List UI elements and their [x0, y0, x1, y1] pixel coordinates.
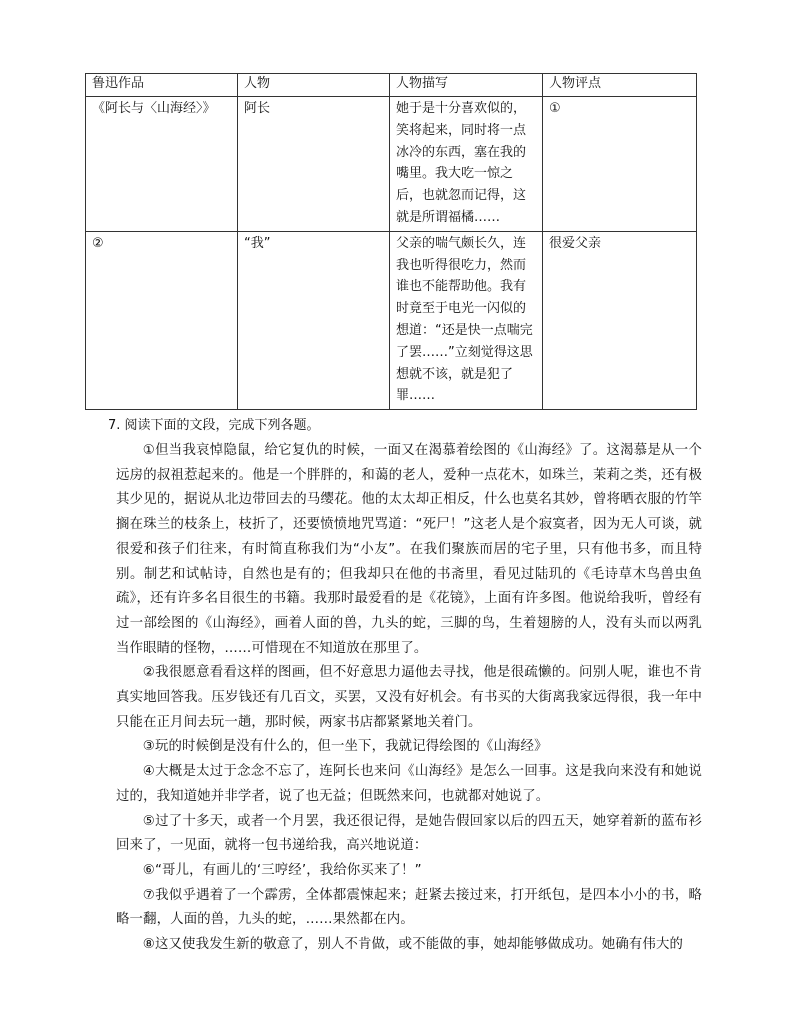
- header-work: 鲁迅作品: [86, 74, 238, 97]
- header-character: 人物: [238, 74, 390, 97]
- passage-paragraph: ④大概是太过于念念不忘了，连阿长也来问《山海经》是怎么一回事。这是我向来没有和她说过的，我知道她并非学者，说了也无益；但既然来问，也就都对她说了。: [116, 764, 702, 804]
- cell-comment: 很爱父亲: [543, 231, 697, 409]
- passage-paragraph: ⑥“哥儿，有画儿的‘三哼经’，我给你买来了！”: [142, 862, 422, 878]
- question-title: 7. 阅读下面的文段，完成下列各题。: [108, 418, 320, 433]
- passage-paragraph: ⑧这又使我发生新的敬意了，别人不肯做，或不能做的事，她却能够做成功。她确有伟大的: [142, 937, 684, 953]
- cell-comment: ①: [543, 97, 697, 232]
- passage-paragraph: ②我很愿意看看这样的图画，但不好意思力逼他去寻找，他是很疏懒的。问别人呢，谁也不肯真实地回答我。压岁钱还有几百文，买罢，又没有好机会。有书买的大街离我家远得很，我一年中只能在正月间去玩一趟，那时候，两家书店都紧紧地关着门。: [116, 665, 702, 730]
- cell-description: 父亲的喘气颇长久，连我也听得很吃力，然而谁也不能帮助他。我有时竟至于电光一闪似的想道：“还是快一点喘完了罢……”立刻觉得这思想就不该，就是犯了罪……: [390, 231, 543, 409]
- passage-paragraph: ⑤过了十多天，或者一个月罢，我还很记得，是她告假回家以后的四五天，她穿着新的蓝布衫回来了，一见面，就将一包书递给我，高兴地说道：: [116, 813, 702, 854]
- cell-character: 阿长: [238, 97, 390, 232]
- passage-paragraph: ①但当我哀悼隐鼠，给它复仇的时候，一面又在渴慕着绘图的《山海经》了。这渴慕是从一个远房的叔祖惹起来的。他是一个胖胖的，和蔼的老人，爱种一点花木，如珠兰，茉莉之类，还有极其少见的，据说从北边带回去的马缨花。他的太太却正相反，什么也莫名其妙，曾将晒衣服的竹竿搁在珠兰的枝条上，枝折了，还要愤愤地咒骂道：“死尸！”这老人是个寂寞者，因为无人可谈，就很爱和孩子们往来，有时简直称我们为“小友”。在我们聚族而居的宅子里，只有他书多，而且特别。制艺和试帖诗，自然也是有的；但我却只在他的书斋里，看见过陆玑的《毛诗草木鸟兽虫鱼疏》，还有许多名目很生的书籍。我那时最爱看的是《花镜》，上面有许多图。他说给我听，曾经有过一部绘图的《山海经》，画着人面的兽，九头的蛇，三脚的鸟，生着翅膀的人，没有头而以两乳当作眼睛的怪物，……可惜现在不知道放在那里了。: [116, 443, 702, 656]
- header-description: 人物描写: [390, 74, 543, 97]
- cell-work: ②: [86, 231, 238, 409]
- cell-work: 《阿长与〈山海经〉》: [86, 97, 238, 232]
- table-header-row: [86, 74, 697, 97]
- passage-paragraph: ⑦我似乎遇着了一个霹雳，全体都震悚起来；赶紧去接过来，打开纸包，是四本小小的书，略略一翻，人面的兽，九头的蛇，……果然都在内。: [116, 887, 702, 928]
- table-row: [86, 97, 697, 232]
- header-comment: 人物评点: [543, 74, 697, 97]
- cell-description: 她于是十分喜欢似的，笑将起来，同时将一点冰冷的东西，塞在我的嘴里。我大吃一惊之后，也就忽而记得，这就是所谓福橘……: [390, 97, 543, 232]
- character-table: [85, 73, 697, 410]
- cell-character: “我”: [238, 231, 390, 409]
- reading-passage: [116, 439, 702, 958]
- table-row: [86, 231, 697, 409]
- passage-paragraph: ③玩的时候倒是没有什么的，但一坐下，我就记得绘图的《山海经》: [142, 739, 548, 755]
